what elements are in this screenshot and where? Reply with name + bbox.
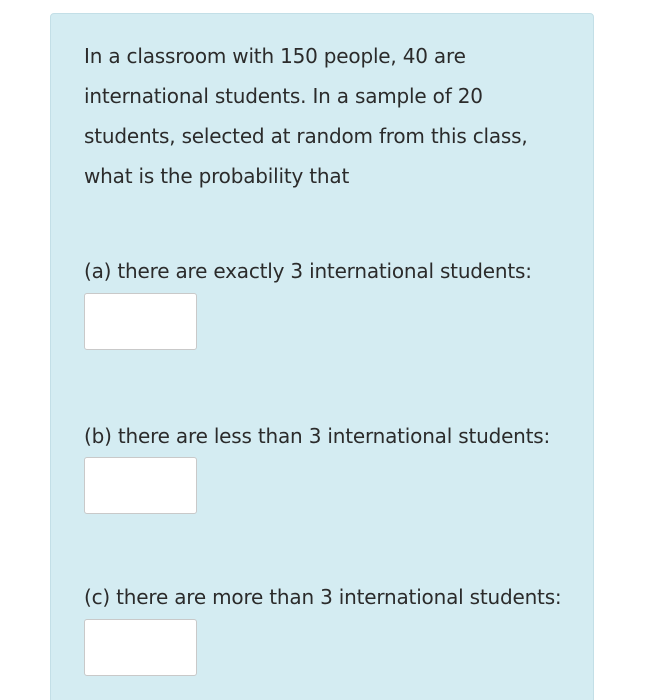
question-panel xyxy=(50,13,594,700)
part-b-label: (b) there are less than 3 international students: xyxy=(84,424,551,448)
part-a-answer-input[interactable] xyxy=(84,293,197,350)
part-c-label: (c) there are more than 3 international students: xyxy=(84,585,562,609)
part-b-answer-input[interactable] xyxy=(84,457,197,514)
part-c-answer-input[interactable] xyxy=(84,619,197,676)
question-text: In a classroom with 150 people, 40 are international students. In a sample of 20 students, selected at random from this class, what is the probability that xyxy=(84,44,528,188)
part-a-label: (a) there are exactly 3 international students: xyxy=(84,259,532,283)
